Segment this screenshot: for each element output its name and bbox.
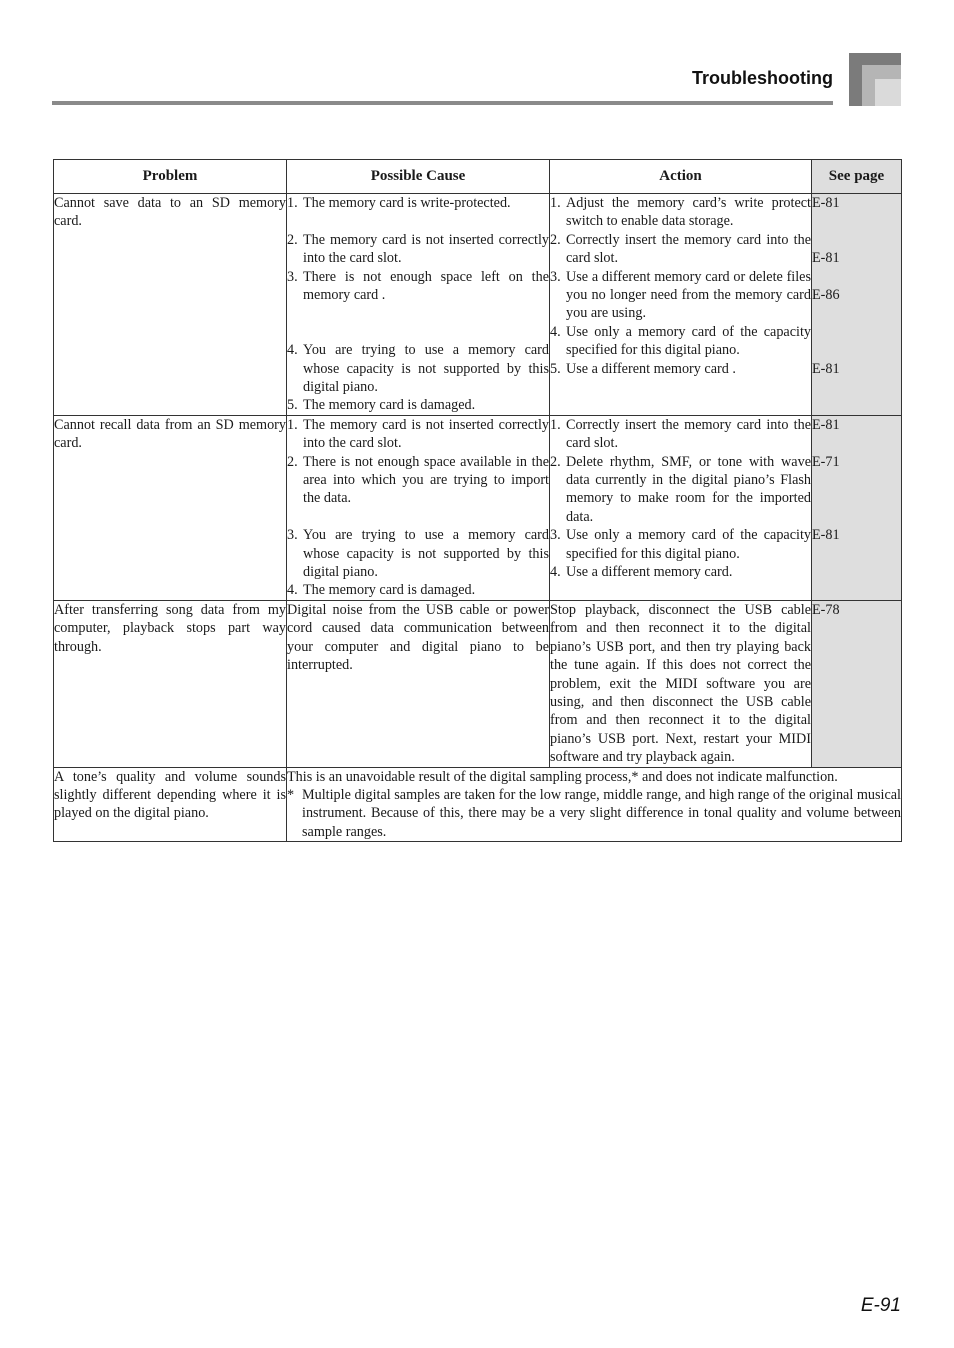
action-item: 3. Use a different memory card or delete files you no longer need from the memory card you are using. — [550, 268, 811, 322]
troubleshooting-table — [53, 159, 902, 842]
table-header-row — [54, 160, 902, 194]
page-ref: E-81 — [812, 360, 840, 377]
action-item: 3. Use only a memory card of the capacity specified for this digital piano. — [550, 527, 811, 562]
see-page-cell — [812, 415, 902, 600]
problem-cell: A tone’s quality and volume sounds slightly different depending where it is played on the digital piano. — [54, 767, 287, 842]
see-page-cell — [812, 600, 902, 767]
cause-item: 3. You are trying to use a memory card whose capacity is not supported by this digital piano. — [287, 527, 549, 581]
see-page-cell — [812, 194, 902, 416]
explanation-cell — [287, 767, 902, 842]
page-ref: E-81 — [812, 527, 840, 544]
action-cell — [550, 415, 812, 600]
footnote-mark: * — [287, 786, 295, 803]
page-ref: E-81 — [812, 416, 840, 433]
page-ref: E-86 — [812, 286, 840, 303]
action-item: 1. Adjust the memory card’s write protect switch to enable data storage. — [550, 195, 811, 230]
cause-item: 2. The memory card is not inserted correctly into the card slot. — [287, 231, 549, 267]
action-item: 2. Delete rhythm, SMF, or tone with wave data currently in the digital piano’s Flash memory to make room for the imported data. — [550, 453, 811, 525]
table-row — [54, 767, 902, 842]
page-ref: E-81 — [812, 195, 840, 211]
footnote — [287, 786, 901, 841]
problem-cell: After transferring song data from my computer, playback stops part way through. — [54, 600, 287, 767]
cause-item: 2. There is not enough space available in the area into which you are trying to import the data. — [287, 453, 549, 507]
tab-marker-light — [875, 79, 901, 106]
cause-item: 5. The memory card is damaged. — [287, 397, 476, 414]
explanation-text: This is an unavoidable result of the digital sampling process,* and does not indicate malfunction. — [287, 768, 838, 785]
table-row — [54, 415, 902, 600]
cause-item: 4. You are trying to use a memory card whose capacity is not supported by this digital piano. — [287, 342, 549, 396]
cause-item: 1. The memory card is write-protected. — [287, 195, 511, 211]
cause-cell — [287, 415, 550, 600]
cause-item: 3. There is not enough space left on the memory card . — [287, 268, 549, 304]
cause-item: 1. The memory card is not inserted correctly into the card slot. — [287, 416, 549, 452]
action-item: 2. Correctly insert the memory card into the card slot. — [550, 231, 811, 267]
problem-cell: Cannot save data to an SD memory card. — [54, 194, 287, 416]
action-item: 4. Use a different memory card. — [550, 564, 733, 581]
problem-cell: Cannot recall data from an SD memory card. — [54, 415, 287, 600]
header-see-page: See page — [812, 160, 902, 194]
page-ref: E-78 — [812, 601, 840, 618]
table-row — [54, 194, 902, 416]
action-item: 5. Use a different memory card . — [550, 360, 736, 377]
header-cause: Possible Cause — [287, 160, 550, 194]
table-row — [54, 600, 902, 767]
action-cell: Stop playback, disconnect the USB cable from and then reconnect it to the digital piano’s USB port, and then try playing back the tune again. If this does not correct the problem, exit the MIDI software you are using, and then disconnect the USB cable from and then reconnect it to the digital piano’s USB port. Next, restart your MIDI software and try playback again. — [550, 601, 811, 766]
action-item: 4. Use only a memory card of the capacity specified for this digital piano. — [550, 323, 811, 359]
header-action: Action — [550, 160, 812, 194]
page-number: E-91 — [860, 1295, 901, 1316]
footnote-text: Multiple digital samples are taken for the low range, middle range, and high range of the original musical instrument. Because of this, there may be a very slight difference in tonal quality and volume between sample ranges. — [302, 786, 901, 840]
cause-item: 4. The memory card is damaged. — [287, 582, 476, 599]
section-title: Troubleshooting — [692, 68, 833, 88]
page-ref: E-81 — [812, 250, 840, 267]
header-problem: Problem — [54, 160, 287, 194]
cause-cell — [287, 194, 550, 416]
page-ref: E-71 — [812, 453, 840, 470]
cause-cell: Digital noise from the USB cable or power cord caused data communication between your computer and digital piano to be interrupted. — [287, 600, 550, 767]
action-item: 1. Correctly insert the memory card into the card slot. — [550, 416, 811, 452]
header-rule — [52, 101, 833, 105]
section-tab-marker — [849, 53, 901, 106]
action-cell — [550, 194, 812, 416]
